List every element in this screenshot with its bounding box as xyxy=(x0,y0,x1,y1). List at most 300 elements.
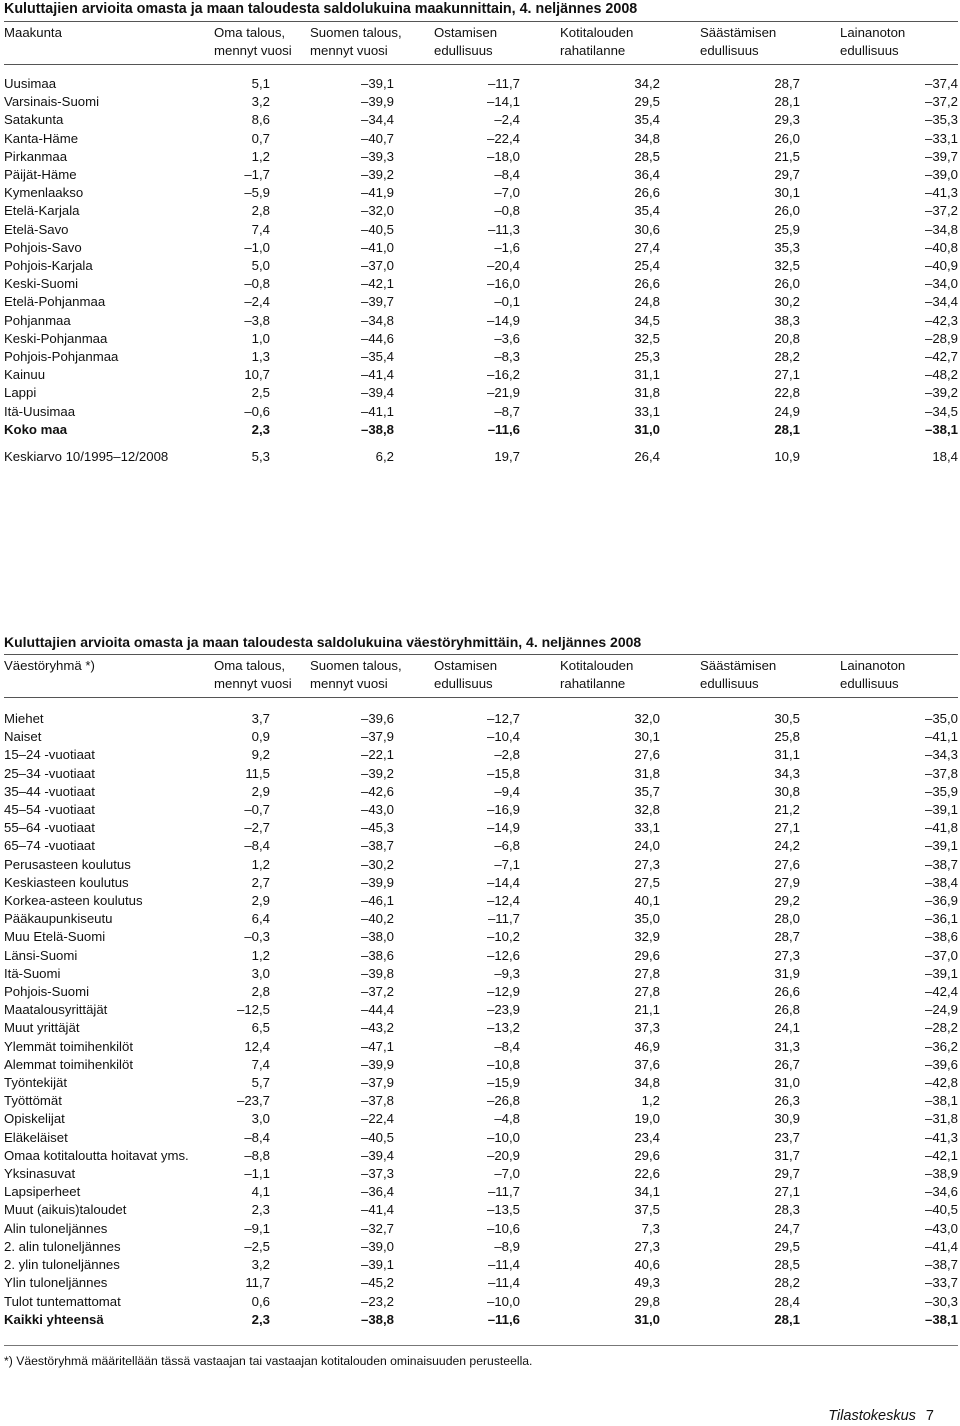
cell-value: –41,3 xyxy=(924,1129,958,1145)
table-row xyxy=(4,130,958,148)
cell-value: –16,9 xyxy=(486,802,520,818)
cell-value: 27,1 xyxy=(774,820,800,836)
cell-value: 19,7 xyxy=(494,449,520,465)
cell-value: 26,6 xyxy=(634,185,660,201)
cell-value: –21,9 xyxy=(486,385,520,401)
cell-value: –39,9 xyxy=(360,874,394,890)
cell-value: 29,2 xyxy=(774,893,800,909)
cell-value: –38,7 xyxy=(924,856,958,872)
cell-value: 4,1 xyxy=(251,1184,270,1200)
cell-value: 27,8 xyxy=(634,984,660,1000)
cell-value: –22,4 xyxy=(486,130,520,146)
cell-value: –7,0 xyxy=(494,185,520,201)
table-row xyxy=(4,1056,958,1074)
cell-value: 26,7 xyxy=(774,1056,800,1072)
cell-value: –11,4 xyxy=(487,1275,520,1291)
cell-value: 30,9 xyxy=(774,1111,800,1127)
cell-value: 0,7 xyxy=(251,130,270,146)
cell-value: 1,2 xyxy=(641,1093,660,1109)
cell-value: 37,6 xyxy=(634,1056,660,1072)
table-row xyxy=(4,1183,958,1201)
table-row xyxy=(4,75,958,93)
cell-value: 5,1 xyxy=(251,76,270,91)
cell-value: –11,3 xyxy=(487,221,520,237)
cell-value: –40,7 xyxy=(360,130,394,146)
cell-value: –39,7 xyxy=(924,148,958,164)
cell-value: 6,2 xyxy=(375,449,394,465)
cell-value: 25,9 xyxy=(774,221,800,237)
cell-value: 31,7 xyxy=(774,1147,800,1163)
cell-value: –9,4 xyxy=(494,783,520,799)
cell-value: 32,0 xyxy=(634,711,660,726)
cell-value: –40,9 xyxy=(924,258,958,274)
cell-value: –37,3 xyxy=(360,1166,394,1182)
cell-value: 34,1 xyxy=(634,1184,660,1200)
cell-value: 27,4 xyxy=(634,239,660,255)
cell-value: –14,1 xyxy=(486,94,520,110)
cell-value: –38,0 xyxy=(360,929,394,945)
row-label: 2. ylin tuloneljännes xyxy=(4,1257,120,1273)
cell-value: 2,9 xyxy=(251,893,270,909)
cell-value: –9,1 xyxy=(244,1220,270,1236)
cell-value: 5,3 xyxy=(251,449,270,465)
average-table xyxy=(4,448,958,466)
cell-value: 27,6 xyxy=(634,747,660,763)
cell-value: 22,8 xyxy=(774,385,800,401)
row-label: Pohjanmaa xyxy=(4,312,71,328)
cell-value: –28,2 xyxy=(924,1020,958,1036)
row-label: Ylin tuloneljännes xyxy=(4,1275,108,1291)
cell-value: 31,0 xyxy=(634,1311,660,1327)
table-row xyxy=(4,221,958,239)
cell-value: 6,4 xyxy=(251,911,270,927)
regional-table-body xyxy=(4,75,958,439)
cell-value: –11,4 xyxy=(487,1257,520,1273)
row-label: Koko maa xyxy=(4,421,68,437)
cell-value: 26,8 xyxy=(774,1002,800,1018)
cell-value: 30,6 xyxy=(634,221,660,237)
cell-value: 31,9 xyxy=(774,965,800,981)
table-row xyxy=(4,928,958,946)
cell-value: –34,4 xyxy=(924,294,958,310)
cell-value: –40,8 xyxy=(924,239,958,255)
row-label: Lapsiperheet xyxy=(4,1184,81,1200)
cell-value: 36,4 xyxy=(634,167,660,183)
row-label: Etelä-Karjala xyxy=(4,203,80,219)
cell-value: –0,8 xyxy=(244,276,270,292)
table-row xyxy=(4,783,958,801)
row-label: 45–54 -vuotiaat xyxy=(4,802,95,818)
column-header-line: Kotitalouden xyxy=(560,658,634,673)
cell-value: –40,5 xyxy=(360,221,394,237)
cell-value: –41,4 xyxy=(924,1238,958,1254)
cell-value: 33,1 xyxy=(634,403,660,419)
population-table-section xyxy=(4,633,958,1329)
cell-value: –35,4 xyxy=(360,349,394,365)
table-row xyxy=(4,312,958,330)
cell-value: –1,1 xyxy=(244,1166,270,1182)
header-row xyxy=(4,22,958,64)
cell-value: –37,8 xyxy=(924,765,958,781)
cell-value: 28,5 xyxy=(774,1257,800,1273)
cell-value: 32,8 xyxy=(634,802,660,818)
footnote-rule xyxy=(4,1345,958,1346)
cell-value: 40,6 xyxy=(634,1257,660,1273)
table-row xyxy=(4,148,958,166)
cell-value: 26,0 xyxy=(774,276,800,292)
cell-value: –8,4 xyxy=(494,167,520,183)
cell-value: 3,0 xyxy=(251,1111,270,1127)
cell-value: –41,4 xyxy=(360,367,394,383)
cell-value: 7,4 xyxy=(251,221,270,237)
table-row xyxy=(4,746,958,764)
table-row xyxy=(4,366,958,384)
cell-value: –39,0 xyxy=(360,1238,394,1254)
column-header-line: Väestöryhmä *) xyxy=(4,658,95,673)
cell-value: –11,7 xyxy=(487,911,520,927)
cell-value: 31,8 xyxy=(634,765,660,781)
cell-value: –0,3 xyxy=(244,929,270,945)
cell-value: 29,5 xyxy=(634,94,660,110)
cell-value: –16,2 xyxy=(486,367,520,383)
column-header-line: edullisuus xyxy=(700,43,759,58)
cell-value: 31,8 xyxy=(634,385,660,401)
column-header xyxy=(394,22,520,64)
cell-value: –39,1 xyxy=(924,965,958,981)
cell-value: –39,1 xyxy=(360,76,394,91)
table-row xyxy=(4,1001,958,1019)
table-row xyxy=(4,348,958,366)
cell-value: –15,8 xyxy=(486,765,520,781)
row-label: Pääkaupunkiseutu xyxy=(4,911,113,927)
cell-value: 23,4 xyxy=(634,1129,660,1145)
cell-value: 26,0 xyxy=(774,130,800,146)
cell-value: –8,3 xyxy=(494,349,520,365)
column-header-line: Oma talous, xyxy=(214,25,286,40)
cell-value: –11,7 xyxy=(487,76,520,91)
cell-value: 2,3 xyxy=(251,421,270,437)
cell-value: 9,2 xyxy=(251,747,270,763)
cell-value: –31,8 xyxy=(924,1111,958,1127)
row-label: Yksinasuvat xyxy=(4,1166,76,1182)
column-header xyxy=(660,655,800,697)
row-label: 25–34 -vuotiaat xyxy=(4,765,95,781)
cell-value: 35,7 xyxy=(634,783,660,799)
cell-value: 7,3 xyxy=(641,1220,660,1236)
table-row xyxy=(4,1038,958,1056)
table-row xyxy=(4,93,958,111)
cell-value: 32,5 xyxy=(774,258,800,274)
table-row xyxy=(4,275,958,293)
row-label: Pohjois-Pohjanmaa xyxy=(4,349,119,365)
row-label: Kanta-Häme xyxy=(4,130,79,146)
cell-value: –39,2 xyxy=(360,167,394,183)
cell-value: 6,5 xyxy=(251,1020,270,1036)
cell-value: –45,3 xyxy=(360,820,394,836)
cell-value: –39,1 xyxy=(924,838,958,854)
cell-value: –40,5 xyxy=(360,1129,394,1145)
cell-value: 26,6 xyxy=(774,984,800,1000)
cell-value: –43,0 xyxy=(924,1220,958,1236)
row-label: 65–74 -vuotiaat xyxy=(4,838,95,854)
total-row xyxy=(4,421,958,439)
cell-value: –38,1 xyxy=(924,421,958,437)
cell-value: 28,1 xyxy=(774,94,800,110)
cell-value: 34,5 xyxy=(634,312,660,328)
cell-value: 2,9 xyxy=(251,783,270,799)
row-label: Muut yrittäjät xyxy=(4,1020,80,1036)
cell-value: 1,2 xyxy=(251,856,270,872)
column-header-line: Säästämisen xyxy=(700,25,777,40)
cell-value: –43,2 xyxy=(360,1020,394,1036)
cell-value: –37,2 xyxy=(360,984,394,1000)
cell-value: –8,9 xyxy=(494,1238,520,1254)
cell-value: –39,2 xyxy=(360,765,394,781)
page-footer xyxy=(828,1408,934,1424)
column-header-line: rahatilanne xyxy=(560,676,626,691)
cell-value: –38,1 xyxy=(924,1093,958,1109)
column-header-line: rahatilanne xyxy=(560,43,626,58)
cell-value: –24,9 xyxy=(924,1002,958,1018)
cell-value: 34,2 xyxy=(634,76,660,91)
cell-value: 0,6 xyxy=(251,1293,270,1309)
column-header xyxy=(800,655,958,697)
cell-value: 8,6 xyxy=(251,112,270,128)
cell-value: –38,9 xyxy=(924,1166,958,1182)
column-header-line: Säästämisen xyxy=(700,658,777,673)
cell-value: 2,5 xyxy=(251,385,270,401)
cell-value: –41,1 xyxy=(360,403,394,419)
column-header xyxy=(520,22,660,64)
column-header-line: mennyt vuosi xyxy=(214,676,292,691)
cell-value: 2,3 xyxy=(251,1202,270,1218)
cell-value: –39,1 xyxy=(360,1257,394,1273)
column-header-line: Ostamisen xyxy=(434,25,498,40)
row-label: 15–24 -vuotiaat xyxy=(4,747,95,763)
cell-value: 37,5 xyxy=(634,1202,660,1218)
cell-value: –10,0 xyxy=(486,1293,520,1309)
regional-table-title: Kuluttajien arvioita omasta ja maan taloudesta saldolukuina maakunnittain, 4. neljännes 2008 xyxy=(4,1,638,17)
table-row xyxy=(4,1238,958,1256)
cell-value: 33,1 xyxy=(634,820,660,836)
column-header-line: edullisuus xyxy=(434,43,493,58)
cell-value: –7,1 xyxy=(494,856,520,872)
cell-value: –5,9 xyxy=(244,185,270,201)
cell-value: –14,9 xyxy=(486,820,520,836)
column-header-line: Oma talous, xyxy=(214,658,286,673)
row-label: Kainuu xyxy=(4,367,46,383)
cell-value: –4,8 xyxy=(494,1111,520,1127)
table-row xyxy=(4,1110,958,1128)
cell-value: –11,6 xyxy=(487,1311,520,1327)
row-label: Keskiasteen koulutus xyxy=(4,874,129,890)
row-label: Pohjois-Suomi xyxy=(4,984,90,1000)
cell-value: 10,9 xyxy=(774,449,800,465)
cell-value: 26,6 xyxy=(634,276,660,292)
cell-value: –39,9 xyxy=(360,1056,394,1072)
column-header xyxy=(174,22,292,64)
cell-value: –12,4 xyxy=(486,893,520,909)
cell-value: –42,1 xyxy=(924,1147,958,1163)
column-header-line: edullisuus xyxy=(840,43,899,58)
row-label: Itä-Suomi xyxy=(4,965,61,981)
table-row xyxy=(4,1201,958,1219)
table-row xyxy=(4,184,958,202)
cell-value: 32,9 xyxy=(634,929,660,945)
total-row xyxy=(4,1311,958,1329)
cell-value: –42,1 xyxy=(360,276,394,292)
cell-value: 0,9 xyxy=(251,729,270,745)
regional-table-header xyxy=(4,22,958,64)
cell-value: –37,9 xyxy=(360,1075,394,1091)
row-label: Päijät-Häme xyxy=(4,167,77,183)
cell-value: –15,9 xyxy=(486,1075,520,1091)
cell-value: 10,7 xyxy=(244,367,270,383)
cell-value: 29,7 xyxy=(774,1166,800,1182)
cell-value: –34,3 xyxy=(924,747,958,763)
cell-value: –41,8 xyxy=(924,820,958,836)
cell-value: –37,0 xyxy=(924,947,958,963)
row-label: Miehet xyxy=(4,711,44,726)
cell-value: 24,1 xyxy=(774,1020,800,1036)
cell-value: –10,4 xyxy=(486,729,520,745)
cell-value: 2,3 xyxy=(251,1311,270,1327)
cell-value: –1,7 xyxy=(244,167,270,183)
cell-value: 28,2 xyxy=(774,349,800,365)
cell-value: –11,7 xyxy=(487,1184,520,1200)
cell-value: –39,6 xyxy=(360,711,394,726)
cell-value: –2,4 xyxy=(494,112,520,128)
cell-value: –37,2 xyxy=(924,203,958,219)
cell-value: 1,3 xyxy=(251,349,270,365)
cell-value: –47,1 xyxy=(360,1038,394,1054)
cell-value: 28,7 xyxy=(774,929,800,945)
row-label: Muut (aikuis)taloudet xyxy=(4,1202,127,1218)
cell-value: 5,0 xyxy=(251,258,270,274)
cell-value: –23,2 xyxy=(360,1293,394,1309)
population-table-body xyxy=(4,710,958,1329)
cell-value: 22,6 xyxy=(634,1166,660,1182)
cell-value: 19,0 xyxy=(634,1111,660,1127)
population-table xyxy=(4,655,958,697)
cell-value: 21,5 xyxy=(774,148,800,164)
cell-value: –1,6 xyxy=(494,239,520,255)
cell-value: 25,3 xyxy=(634,349,660,365)
table-row xyxy=(4,874,958,892)
table-row xyxy=(4,1256,958,1274)
column-header-line: mennyt vuosi xyxy=(310,43,388,58)
cell-value: –34,5 xyxy=(924,403,958,419)
cell-value: –39,7 xyxy=(360,294,394,310)
column-header-line: edullisuus xyxy=(840,676,899,691)
cell-value: 26,4 xyxy=(634,449,660,465)
cell-value: –34,8 xyxy=(924,221,958,237)
cell-value: –38,8 xyxy=(360,1311,394,1327)
cell-value: –39,3 xyxy=(360,148,394,164)
table-row xyxy=(4,330,958,348)
cell-value: 7,4 xyxy=(251,1056,270,1072)
cell-value: –12,6 xyxy=(486,947,520,963)
cell-value: 31,1 xyxy=(634,367,660,383)
cell-value: 28,5 xyxy=(634,148,660,164)
table-row xyxy=(4,1019,958,1037)
cell-value: –1,0 xyxy=(244,239,270,255)
cell-value: –36,9 xyxy=(924,893,958,909)
publisher-name: Tilastokeskus xyxy=(828,1408,916,1424)
cell-value: –13,2 xyxy=(486,1020,520,1036)
cell-value: 29,3 xyxy=(774,112,800,128)
table-row xyxy=(4,837,958,855)
cell-value: –41,4 xyxy=(360,1202,394,1218)
table-row xyxy=(4,1147,958,1165)
column-header xyxy=(800,22,958,64)
cell-value: –37,4 xyxy=(924,76,958,91)
cell-value: –12,9 xyxy=(486,984,520,1000)
cell-value: –38,7 xyxy=(924,1257,958,1273)
cell-value: 30,2 xyxy=(774,294,800,310)
cell-value: 2,7 xyxy=(251,874,270,890)
cell-value: 34,3 xyxy=(774,765,800,781)
cell-value: 3,2 xyxy=(251,94,270,110)
cell-value: –12,5 xyxy=(236,1002,270,1018)
cell-value: 28,1 xyxy=(774,1311,800,1327)
cell-value: 49,3 xyxy=(634,1275,660,1291)
cell-value: –9,3 xyxy=(494,965,520,981)
cell-value: 34,8 xyxy=(634,130,660,146)
cell-value: –32,0 xyxy=(360,203,394,219)
column-header xyxy=(520,655,660,697)
row-label: Alin tuloneljännes xyxy=(4,1220,108,1236)
cell-value: 1,2 xyxy=(251,947,270,963)
cell-value: –23,9 xyxy=(486,1002,520,1018)
row-label: Keski-Pohjanmaa xyxy=(4,330,108,346)
cell-value: –0,1 xyxy=(494,294,520,310)
row-label: Muu Etelä-Suomi xyxy=(4,929,106,945)
cell-value: 26,0 xyxy=(774,203,800,219)
cell-value: 25,8 xyxy=(774,729,800,745)
row-label: Lappi xyxy=(4,385,37,401)
column-header xyxy=(394,655,520,697)
cell-value: 27,1 xyxy=(774,1184,800,1200)
cell-value: –36,4 xyxy=(360,1184,394,1200)
cell-value: 24,9 xyxy=(774,403,800,419)
cell-value: –39,9 xyxy=(360,94,394,110)
cell-value: 27,3 xyxy=(634,856,660,872)
cell-value: –12,7 xyxy=(486,711,520,726)
cell-value: –36,1 xyxy=(924,911,958,927)
table-row xyxy=(4,257,958,275)
cell-value: 28,3 xyxy=(774,1202,800,1218)
cell-value: 30,5 xyxy=(774,711,800,726)
table-row xyxy=(4,239,958,257)
table-row xyxy=(4,1293,958,1311)
cell-value: –40,2 xyxy=(360,911,394,927)
cell-value: –45,2 xyxy=(360,1275,394,1291)
cell-value: 31,1 xyxy=(774,747,800,763)
cell-value: –13,5 xyxy=(486,1202,520,1218)
table-row xyxy=(4,765,958,783)
cell-value: –35,0 xyxy=(924,711,958,726)
regional-table-section xyxy=(4,0,958,466)
cell-value: –14,4 xyxy=(486,874,520,890)
cell-value: –33,7 xyxy=(924,1275,958,1291)
cell-value: 35,0 xyxy=(634,911,660,927)
cell-value: –37,0 xyxy=(360,258,394,274)
cell-value: 29,6 xyxy=(634,947,660,963)
row-label: Satakunta xyxy=(4,112,64,128)
cell-value: 21,1 xyxy=(634,1002,660,1018)
cell-value: –20,9 xyxy=(486,1147,520,1163)
